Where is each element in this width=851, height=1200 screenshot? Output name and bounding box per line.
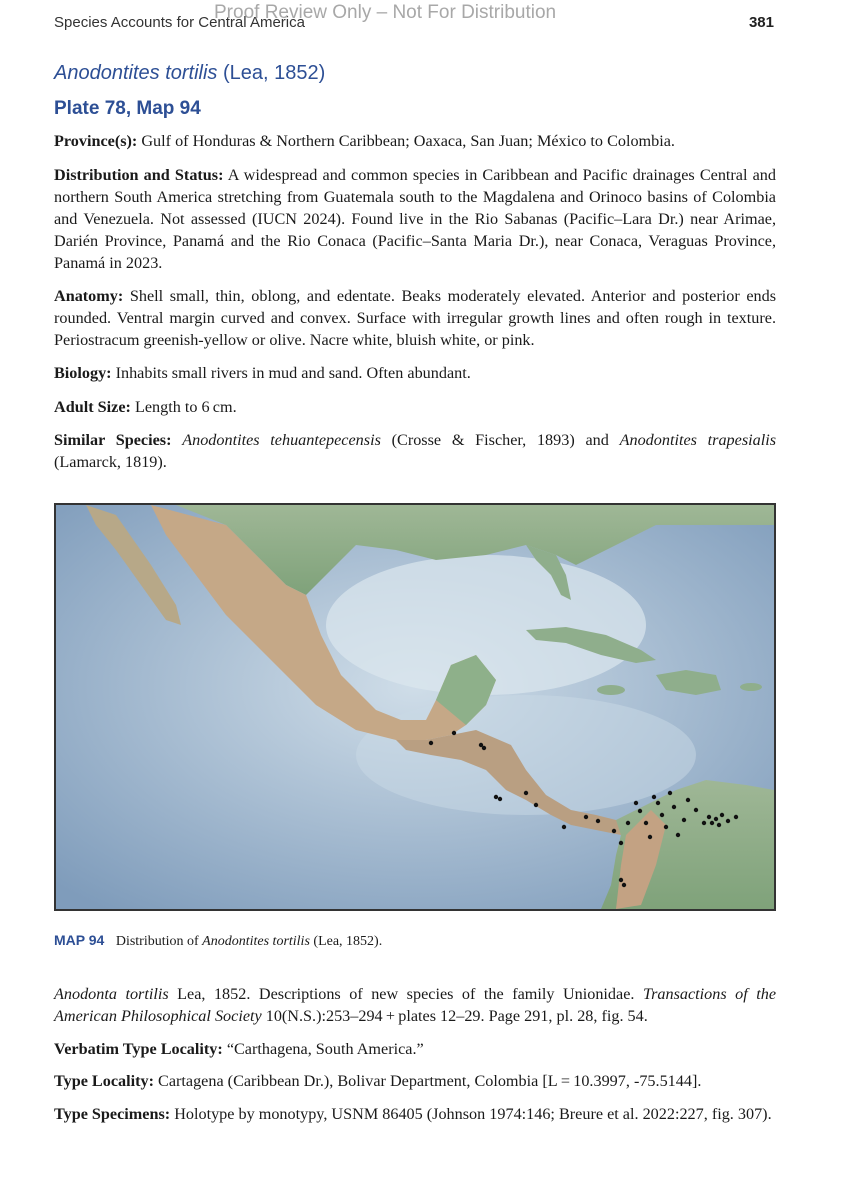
occurrence-dot <box>482 746 486 750</box>
occurrence-dot <box>694 808 698 812</box>
occurrence-dot <box>652 795 656 799</box>
species-author: (Lea, 1852) <box>222 62 326 84</box>
occurrence-dot <box>720 813 724 817</box>
similar-species-name-2: Anodontites trapesialis <box>619 431 777 449</box>
occurrence-dot <box>584 815 588 819</box>
occurrence-dot <box>619 841 623 845</box>
occurrence-dot <box>710 821 714 825</box>
occurrence-dot <box>682 818 686 822</box>
occurrence-dot <box>714 817 718 821</box>
running-head: Species Accounts for Central America <box>54 14 305 31</box>
adult-size-paragraph <box>54 396 776 418</box>
verbatim-type-locality-text: “Carthagena, South America.” <box>226 1040 424 1058</box>
occurrence-dot <box>676 833 680 837</box>
occurrence-dot <box>648 835 652 839</box>
similar-species-label: Similar Species: <box>54 431 172 449</box>
type-specimens-paragraph <box>54 1103 776 1125</box>
occurrence-dot <box>524 791 528 795</box>
similar-species-text-2: (Lamarck, 1819). <box>54 453 167 471</box>
occurrence-dot <box>534 803 538 807</box>
verbatim-type-locality-paragraph <box>54 1038 776 1060</box>
occurrence-dot <box>686 798 690 802</box>
species-title <box>54 62 325 85</box>
type-locality-paragraph <box>54 1070 776 1092</box>
occurrence-dot <box>619 878 623 882</box>
map-caption-author: (Lea, 1852). <box>313 934 383 949</box>
occurrence-dot <box>622 883 626 887</box>
biology-paragraph <box>54 362 776 384</box>
occurrence-dot <box>638 809 642 813</box>
provinces-label: Province(s): <box>54 132 138 150</box>
similar-species-name-1: Anodontites tehuantepecensis <box>182 431 381 449</box>
occurrence-dot <box>494 795 498 799</box>
occurrence-dot <box>634 801 638 805</box>
type-locality-label: Type Locality: <box>54 1072 154 1090</box>
occurrence-dot <box>664 825 668 829</box>
map-caption-text: Distribution of <box>115 934 199 949</box>
citation-text-2: 10(N.S.):253–294 + plates 12–29. Page 291, pl. 28, fig. 54. <box>265 1007 648 1025</box>
similar-species-text-1: (Crosse & Fischer, 1893) and <box>391 431 609 449</box>
type-locality-text: Cartagena (Caribbean Dr.), Bolivar Department, Colombia [L = 10.3997, -75.5144]. <box>158 1072 702 1090</box>
occurrence-dot <box>498 797 502 801</box>
provinces-text: Gulf of Honduras & Northern Caribbean; Oaxaca, San Juan; México to Colombia. <box>141 132 675 150</box>
map-caption <box>54 932 382 950</box>
occurrence-dot <box>734 815 738 819</box>
provinces-paragraph <box>54 130 776 152</box>
citation-paragraph <box>54 983 776 1027</box>
occurrence-dot <box>626 821 630 825</box>
occurrence-dot <box>644 821 648 825</box>
citation-taxon: Anodonta tortilis <box>54 985 169 1003</box>
map-svg <box>56 505 774 909</box>
occurrence-dot <box>707 815 711 819</box>
puerto-rico-land <box>740 683 762 691</box>
occurrence-dot <box>562 825 566 829</box>
verbatim-type-locality-label: Verbatim Type Locality: <box>54 1040 223 1058</box>
page-number: 381 <box>748 14 774 31</box>
occurrence-dot <box>429 741 433 745</box>
anatomy-paragraph <box>54 285 776 351</box>
occurrence-dot <box>726 819 730 823</box>
adult-size-label: Adult Size: <box>54 398 131 416</box>
type-specimens-text: Holotype by monotypy, USNM 86405 (Johnson 1974:146; Breure et al. 2022:227, fig. 307). <box>174 1105 772 1123</box>
distribution-paragraph <box>54 164 776 274</box>
adult-size-text: Length to 6 cm. <box>134 398 237 416</box>
occurrence-dot <box>668 791 672 795</box>
distribution-label: Distribution and Status: <box>54 166 224 184</box>
occurrence-dot <box>656 801 660 805</box>
citation-text-1: Lea, 1852. Descriptions of new species of the family Unionidae. <box>177 985 635 1003</box>
occurrence-dot <box>717 823 721 827</box>
anatomy-label: Anatomy: <box>54 287 124 305</box>
distribution-text: A widespread and common species in Caribbean and Pacific drainages Central and northern South America stretching from Guatemala south to the Magdalena and Orinoco basins of Colombia and Venezuela. Not assessed (IUCN 2024). Found live in the Rio Sabanas (Pacific–Lara Dr.) near Arimae, Darién Province, Panamá and the Rio Conaca (Pacific–Santa Maria Dr.), near Conaca, Veraguas Province, Panamá in 2023. <box>54 166 776 272</box>
map-caption-label: MAP 94 <box>54 932 105 948</box>
occurrence-dot <box>452 731 456 735</box>
map-caption-species: Anodontites tortilis <box>202 934 310 949</box>
biology-text: Inhabits small rivers in mud and sand. Often abundant. <box>115 364 471 382</box>
watermark: Proof Review Only – Not For Distribution <box>214 2 557 23</box>
species-name: Anodontites tortilis <box>54 62 218 84</box>
jamaica-land <box>597 685 625 695</box>
plate-map-reference: Plate 78, Map 94 <box>54 98 201 119</box>
type-specimens-label: Type Specimens: <box>54 1105 171 1123</box>
similar-species-paragraph <box>54 429 776 473</box>
occurrence-dot <box>702 821 706 825</box>
anatomy-text: Shell small, thin, oblong, and edentate. Beaks moderately elevated. Anterior and posterior ends rounded. Ventral margin curved and convex. Surface with irregular growth lines and often rough in texture. Periostracum greenish-yellow or olive. Nacre white, bluish white, or pink. <box>54 287 776 349</box>
occurrence-dot <box>660 813 664 817</box>
distribution-map <box>54 503 776 911</box>
occurrence-dot <box>596 819 600 823</box>
page-header <box>54 2 774 34</box>
biology-label: Biology: <box>54 364 112 382</box>
occurrence-dot <box>612 829 616 833</box>
citation-journal: Transactions of the American Philosophical Society <box>54 985 777 1025</box>
occurrence-dot <box>672 805 676 809</box>
